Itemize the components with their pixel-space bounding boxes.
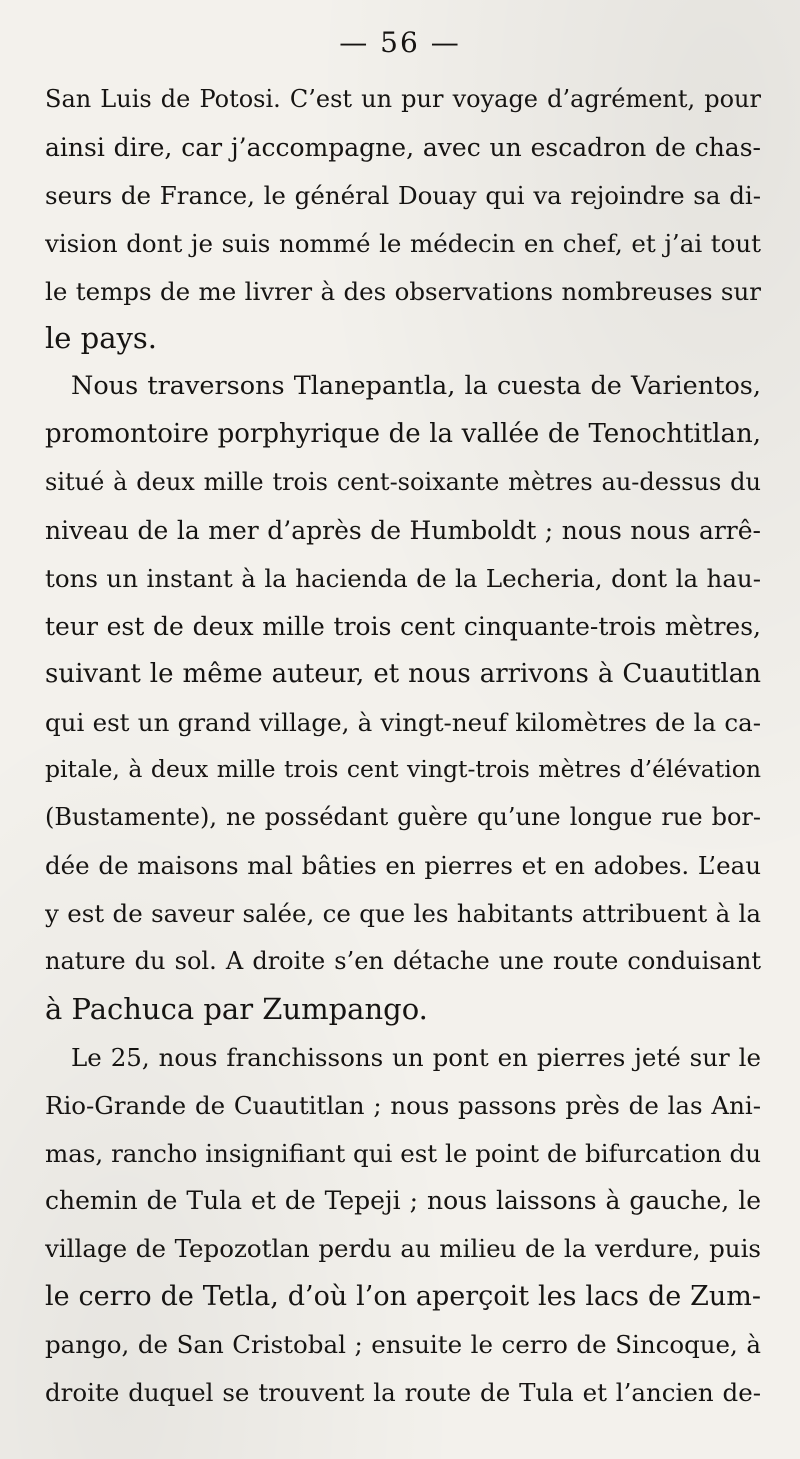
- text-line: seurs de France, le général Douay qui va rejoindre sa di-: [45, 180, 761, 210]
- text-line: (Bustamente), ne possédant guère qu’une longue rue bor-: [45, 803, 761, 832]
- text-line: le temps de me livrer à des observations nombreuses sur: [45, 276, 761, 306]
- text-line: droite duquel se trouvent la route de Tula et l’ancien de-: [45, 1378, 761, 1408]
- text-line: promontoire porphyrique de la vallée de Tenochtitlan,: [45, 419, 761, 450]
- text-line: suivant le même auteur, et nous arrivons à Cuautitlan: [45, 658, 761, 689]
- text-line: vision dont je suis nommé le médecin en chef, et j’ai tout: [45, 228, 761, 258]
- text-line: niveau de la mer d’après de Humboldt ; nous nous arrê-: [45, 516, 761, 546]
- page-number: — 56 —: [339, 26, 461, 59]
- text-line: teur est de deux mille trois cent cinquante-trois mètres,: [45, 611, 761, 641]
- text-line: ainsi dire, car j’accompagne, avec un escadron de chas-: [45, 132, 761, 162]
- text-line: qui est un grand village, à vingt-neuf kilomètres de la ca-: [45, 707, 761, 737]
- text-line: Nous traversons Tlanepantla, la cuesta de Varientos,: [71, 371, 761, 402]
- text-line: le cerro de Tetla, d’où l’on aperçoit les lacs de Zum-: [45, 1281, 761, 1313]
- text-line: village de Tepozotlan perdu au milieu de la verdure, puis: [45, 1234, 761, 1264]
- text-line: pitale, à deux mille trois cent vingt-trois mètres d’élévation: [45, 755, 761, 784]
- text-line: Le 25, nous franchissons un pont en pierres jeté sur le: [71, 1042, 761, 1072]
- text-line: y est de saveur salée, ce que les habitants attribuent à la: [45, 899, 761, 929]
- text-line: mas, rancho insignifiant qui est le point de bifurcation du: [45, 1138, 761, 1168]
- text-line: pango, de San Cristobal ; ensuite le cerro de Sincoque, à: [45, 1330, 761, 1360]
- text-line: tons un instant à la hacienda de la Lecheria, dont la hau-: [45, 563, 761, 593]
- text-line: dée de maisons mal bâties en pierres et en adobes. L’eau: [45, 851, 761, 881]
- text-line: le pays.: [45, 321, 157, 356]
- text-line: chemin de Tula et de Tepeji ; nous laissons à gauche, le: [45, 1186, 761, 1216]
- text-line: nature du sol. A droite s’en détache une route conduisant: [45, 947, 761, 976]
- text-line: Rio-Grande de Cuautitlan ; nous passons près de las Ani-: [45, 1090, 761, 1120]
- body-text: [45, 76, 761, 1417]
- text-line: à Pachuca par Zumpango.: [45, 991, 428, 1026]
- text-line: situé à deux mille trois cent-soixante mètres au-dessus du: [45, 468, 761, 497]
- text-line: San Luis de Potosi. C’est un pur voyage d’agrément, pour: [45, 85, 761, 113]
